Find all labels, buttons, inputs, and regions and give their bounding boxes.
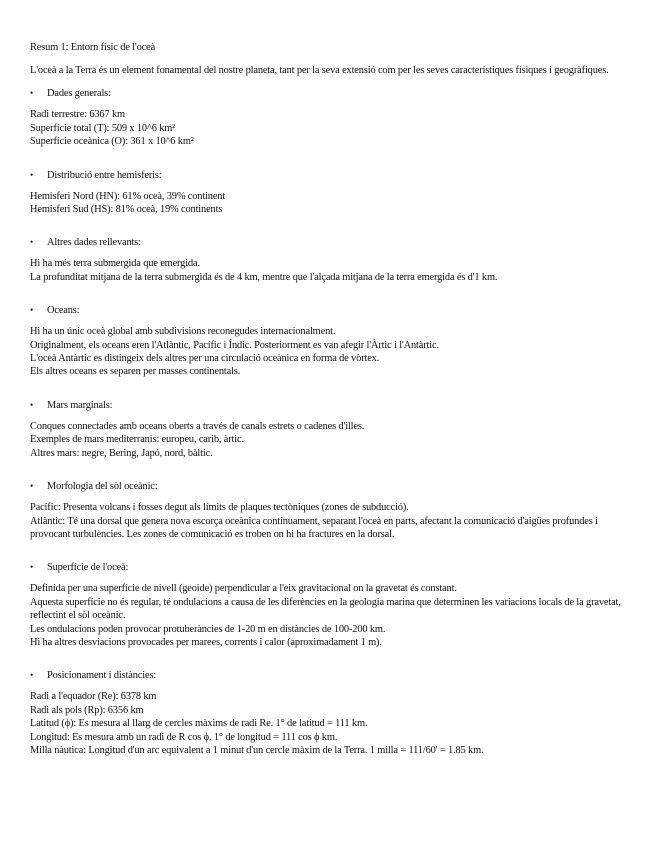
section-positioning xyxy=(30,669,630,757)
text-line: Pacífic: Presenta volcans i fosses degut als límits de plaques tectòniques (zones de subducció). xyxy=(30,502,409,514)
text-line: Superfície total (T): 509 x 10^6 km² xyxy=(30,122,176,134)
bullet-icon: • xyxy=(30,481,34,492)
text-line: La profunditat mitjana de la terra submergida és de 4 km, mentre que l'alçada mitjana de la terra emergida és d'1 km. xyxy=(30,271,498,283)
section-heading: Distribució entre hemisferis: xyxy=(47,169,162,181)
text-line: Latitud (ϕ): Es mesura al llarg de cercles màxims de radi Re. 1° de latitud = 111 km. xyxy=(30,718,368,730)
document-intro: L'oceà a la Terra és un element fonamental del nostre planeta, tant per la seva extensió com per les seves característiques físiques i geogràfiques. xyxy=(30,65,609,76)
section-general-data xyxy=(30,87,630,148)
text-line: Hemisferi Nord (HN): 61% oceà, 39% continent xyxy=(30,190,226,202)
section-marginal-seas xyxy=(30,399,630,460)
text-line: Milla nàutica: Longitud d'un arc equivalent a 1 minut d'un cercle màxim de la Terra. 1 milla = 111/60' = 1.85 km. xyxy=(30,744,484,756)
text-line: Hemisferi Sud (HS): 81% oceà, 19% continents xyxy=(30,204,223,216)
text-line: Conques connectades amb oceans oberts a través de canals estrets o cadenes d'illes. xyxy=(30,420,365,432)
section-ocean-floor xyxy=(30,480,630,541)
section-heading: Morfologia del sòl oceànic: xyxy=(47,481,158,493)
section-oceans xyxy=(30,304,630,379)
text-line: Hi ha més terra submergida que emergida. xyxy=(30,258,200,270)
text-line: Hi ha un únic oceà global amb subdivisions reconegudes internacionalment. xyxy=(30,326,336,338)
text-line: Superfície oceànica (O): 361 x 10^6 km² xyxy=(30,136,194,148)
text-line: Longitud: Es mesura amb un radi de R cos ϕ. 1° de longitud = 111 cos ϕ km. xyxy=(30,731,338,743)
section-hemispheres xyxy=(30,169,630,217)
section-heading: Posicionament i distàncies: xyxy=(47,670,157,682)
section-ocean-surface xyxy=(30,561,630,649)
text-line: Radi terrestre: 6367 km xyxy=(30,109,125,121)
section-heading: Dades generals: xyxy=(47,88,111,100)
bullet-icon: • xyxy=(30,88,34,99)
bullet-icon: • xyxy=(30,305,34,316)
text-line: Radi a l'equador (Re): 6378 km xyxy=(30,691,157,703)
bullet-icon: • xyxy=(30,169,34,180)
bullet-icon: • xyxy=(30,562,34,573)
document-page xyxy=(30,41,630,777)
bullet-icon: • xyxy=(30,399,34,410)
bullet-icon: • xyxy=(30,670,34,681)
text-line: Aquesta superfície no és regular, té ondulacions a causa de les diferències en la geologia marina que determinen les variacions locals de la gravetat, reflectint el sòl oceànic. xyxy=(30,596,621,622)
section-heading: Mars marginals: xyxy=(47,399,113,411)
text-line: Exemples de mars mediterranis: europeu, carib, àrtic. xyxy=(30,434,244,446)
text-line: Originalment, els oceans eren l'Atlàntic, Pacífic i Índic. Posteriorment es van afegir l'Àrtic i l'Antàrtic. xyxy=(30,339,439,351)
section-heading: Altres dades rellevants: xyxy=(47,237,141,249)
text-line: Definida per una superfície de nivell (geoide) perpendicular a l'eix gravitacional on la gravetat és constant. xyxy=(30,583,457,595)
text-line: Altres mars: negre, Bering, Japó, nord, bàltic. xyxy=(30,447,213,459)
text-line: Radi als pols (Rp): 6356 km xyxy=(30,704,144,716)
text-line: Els altres oceans es separen per masses continentals. xyxy=(30,366,241,378)
document-title: Resum 1: Entorn físic de l'oceà xyxy=(30,42,156,53)
text-line: L'oceà Antàrtic es distingeix dels altres per una circulació oceànica en forma de vòrtex. xyxy=(30,353,380,365)
bullet-icon: • xyxy=(30,237,34,248)
text-line: Les ondulacions poden provocar protuberàncies de 1-20 m en distàncies de 100-200 km. xyxy=(30,623,386,635)
section-other-data xyxy=(30,236,630,284)
section-heading: Superfície de l'oceà: xyxy=(47,562,129,574)
text-line: Atlàntic: Té una dorsal que genera nova escorça oceànica contínuament, separant l'oceà en parts, afectant la comunicació d'aigües profundes i provocant turbulències. Les zones de comunicació es troben on hi ha fractures en la dorsal. xyxy=(30,515,598,540)
text-line: Hi ha altres desviacions provocades per marees, corrents i calor (aproximadament 1 m). xyxy=(30,636,382,648)
section-heading: Oceans: xyxy=(47,305,80,317)
